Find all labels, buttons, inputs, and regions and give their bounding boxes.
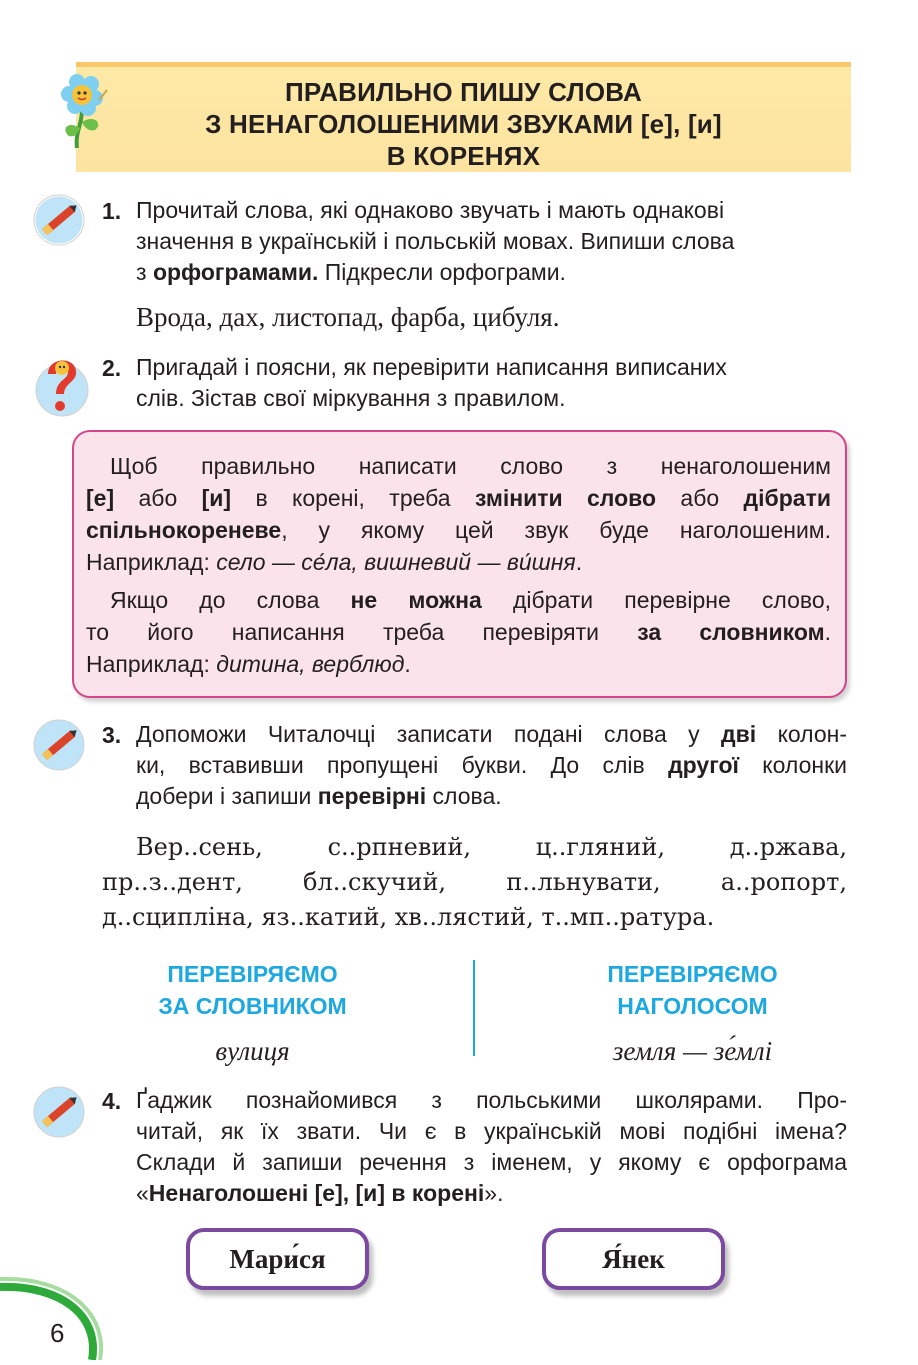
rule-line-4: Наприклад: село — се́ла, вишневий — ви́шня. — [86, 549, 583, 575]
rule-line-5: Якщо до слова не можна дібрати перевірне слово, — [110, 587, 832, 613]
exercise-3-number: 3. — [102, 722, 122, 748]
column-stress — [550, 958, 835, 1067]
exercise-4-line-3: Склади й запиши речення з іменем, у якому є орфограма — [136, 1149, 847, 1175]
pencil-icon — [32, 718, 86, 777]
column-divider — [473, 960, 475, 1056]
column-dictionary-heading-1: ПЕРЕВІРЯЄМО — [167, 961, 338, 987]
exercise-2-text — [136, 352, 847, 414]
exercise-4-line-2: читай, як їх звати. Чи є в українській мові подібні імена? — [136, 1118, 847, 1144]
exercise-4-number: 4. — [102, 1088, 122, 1114]
words-line-2: пр..з..дент, бл..скучий, п..льнувати, а..ропорт, — [102, 868, 847, 896]
name-card-marysia[interactable]: Мари́ся — [186, 1228, 369, 1290]
words-line-3: д..сципліна, яз..катий, хв..лястий, т..мп..ратура. — [102, 903, 715, 931]
title-line-3: В КОРЕНЯХ — [386, 141, 541, 171]
rule-line-2: [е] або [и] в корені, треба змінити слово або дібрати — [86, 485, 831, 511]
exercise-2-line-1: Пригадай і поясни, як перевірити написання виписаних — [136, 354, 727, 380]
column-dictionary — [110, 958, 395, 1067]
name-card-yanek[interactable]: Я́нек — [542, 1228, 725, 1290]
exercise-3-words — [102, 830, 847, 935]
column-stress-heading-1: ПЕРЕВІРЯЄМО — [607, 961, 778, 987]
exercise-4-text — [136, 1085, 847, 1209]
exercise-1-text — [136, 195, 847, 288]
column-stress-heading-2: НАГОЛОСОМ — [617, 993, 768, 1019]
exercise-3-text — [136, 719, 847, 812]
column-dictionary-heading-2: ЗА СЛОВНИКОМ — [158, 993, 347, 1019]
column-dictionary-example: вулиця — [215, 1036, 290, 1066]
exercise-1-number: 1. — [102, 198, 122, 224]
title-line-2: З НЕНАГОЛОШЕНИМИ ЗВУКАМИ [е], [и] — [205, 109, 722, 139]
exercise-1-line-1: Прочитай слова, які однаково звучать і мають однакові — [136, 197, 725, 223]
exercise-4-line-1: Ґаджик познайомився з польськими школярами. Про- — [136, 1087, 847, 1113]
exercise-2-line-2: слів. Зістав свої міркування з правилом. — [136, 385, 566, 411]
words-line-1: Вер..сень, с..рпневий, ц..гляний, д..ржава, — [136, 833, 847, 861]
rule-box — [72, 430, 847, 698]
title-line-1: ПРАВИЛЬНО ПИШУ СЛОВА — [285, 77, 642, 107]
exercise-1-line-2: значення в українській і польській мовах. Випиши слова — [136, 228, 735, 254]
column-stress-example: земля — зе́млі — [612, 1036, 773, 1066]
exercise-2-number: 2. — [102, 355, 122, 381]
exercise-3-line-2: ки, вставивши пропущені букви. До слів другої колонки — [136, 752, 847, 778]
rule-line-3: спільнокореневе, у якому цей звук буде наголошеним. — [86, 517, 831, 543]
exercise-3-line-1: Допоможи Читалочці записати подані слова у дві колон- — [136, 721, 848, 747]
exercise-3-line-3: добери і запиши перевірні слова. — [136, 783, 502, 809]
title-banner — [76, 62, 851, 172]
rule-line-7: Наприклад: дитина, верблюд. — [86, 651, 411, 677]
question-mark-icon — [32, 350, 92, 420]
page-number: 6 — [50, 1318, 65, 1348]
rule-line-1: Щоб правильно написати слово з ненаголошеним — [110, 453, 831, 479]
exercise-4-line-4: «Ненаголошені [е], [и] в корені». — [136, 1180, 504, 1206]
rule-line-6: то його написання треба перевіряти за словником. — [86, 619, 831, 645]
exercise-1-words: Врода, дах, листопад, фарба, цибуля. — [136, 302, 560, 332]
pencil-icon — [32, 1085, 86, 1144]
pencil-icon — [32, 193, 86, 252]
exercise-1-line-3: з орфограмами. Підкресли орфограми. — [136, 259, 566, 285]
flower-icon — [55, 70, 110, 150]
